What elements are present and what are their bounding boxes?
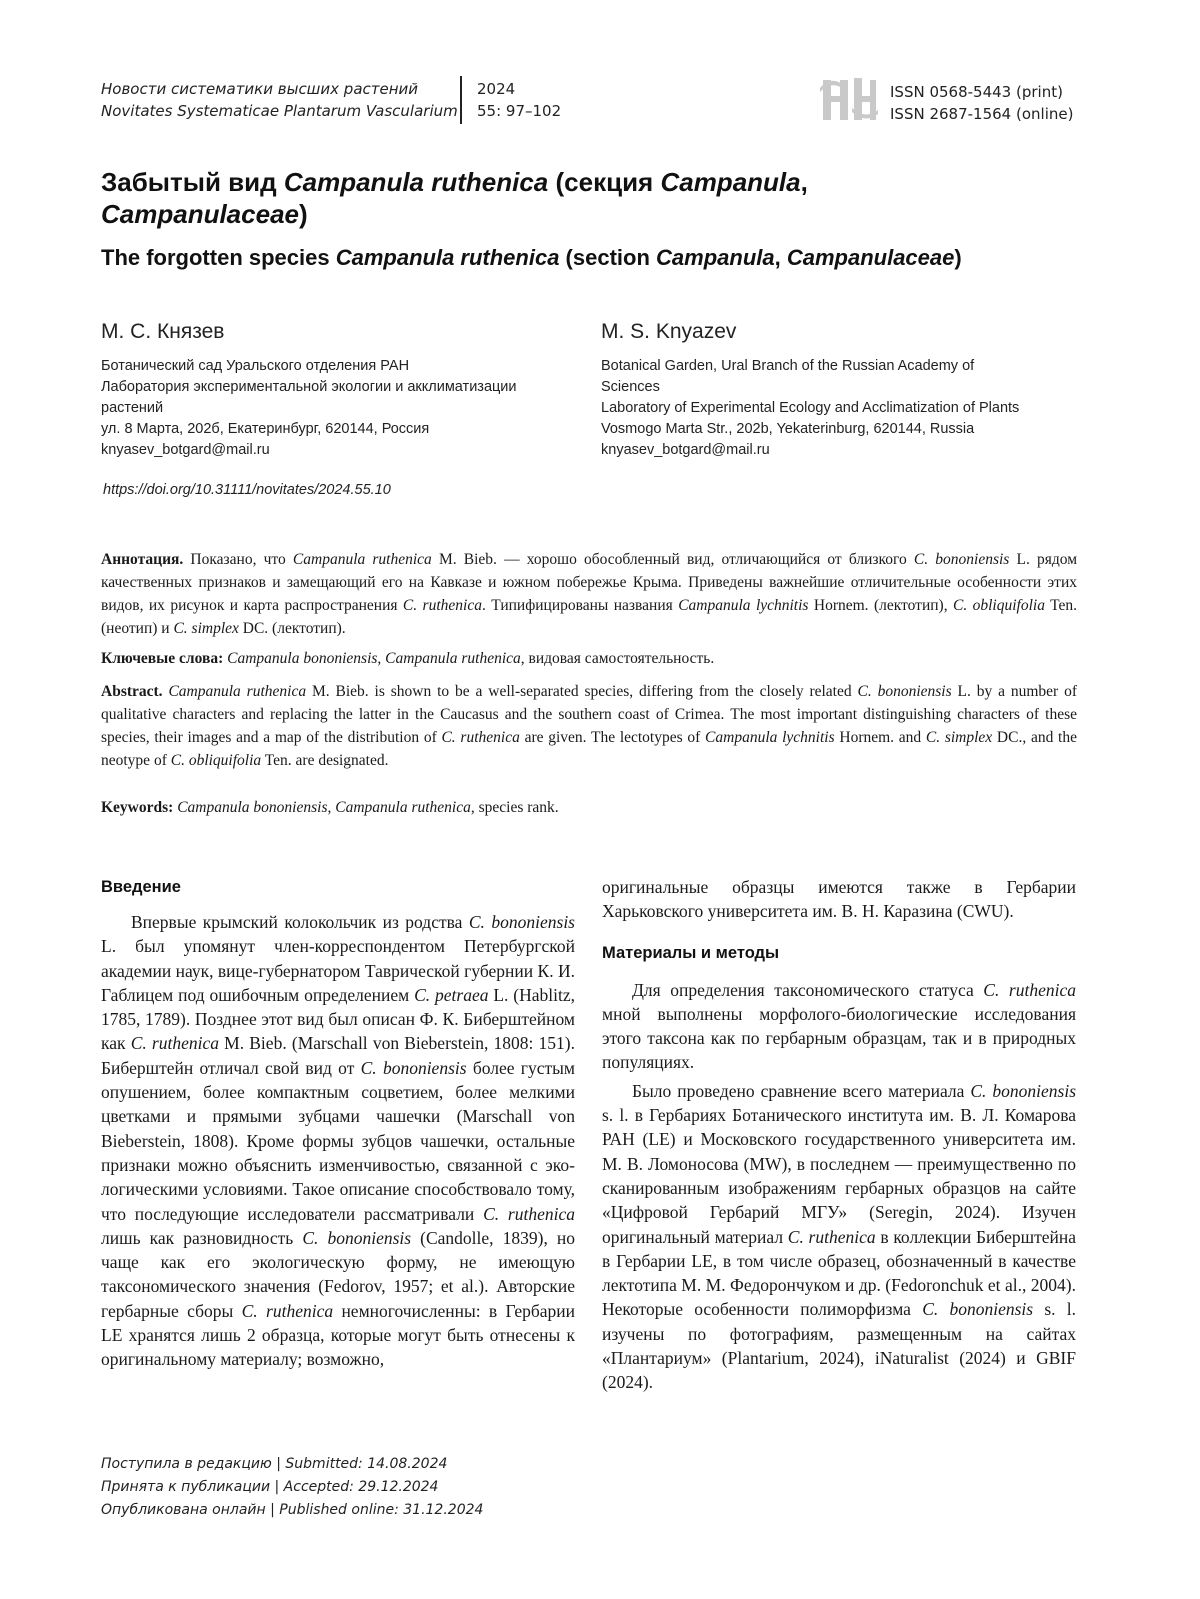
- taxon-name: Campanula ruthenica: [385, 650, 521, 667]
- submission-dates: [101, 1453, 483, 1522]
- taxon-name: C. bononiensis: [922, 1299, 1034, 1320]
- title-en-text: ,: [774, 245, 787, 270]
- annotation-text: Hornem. (лектотип),: [808, 597, 953, 614]
- annotation-label: Аннотация.: [101, 551, 184, 568]
- taxon-name: Campanula ruthenica: [168, 683, 307, 700]
- taxon-name: C. ruthenica: [787, 1226, 876, 1247]
- taxon-name: C. obliquifolia: [170, 752, 262, 769]
- abstract-text: are given. The lectotypes of: [519, 729, 706, 746]
- author-name-en: M. S. Knyazev: [601, 320, 737, 343]
- methods-paragraph: [602, 978, 1076, 1075]
- intro-continuation: оригинальные образцы имеются также в Гербарии Харьковского университета им. В. Н. Каразина (CWU).: [602, 877, 1076, 922]
- section-heading-introduction: Введение: [101, 878, 181, 896]
- intro-paragraph: [101, 910, 575, 1372]
- issue-info: [477, 78, 561, 122]
- body-text: Для определения таксономического статуса: [632, 979, 984, 1000]
- title-en-taxon: Campanula: [656, 245, 775, 270]
- taxon-name: C. bononiensis: [468, 912, 575, 932]
- body-text: немногочисленны: в Гербарии LE хранятся лишь 2 образца, которые могут быть отнесены к оригинальному материалу; возможно,: [101, 1300, 575, 1370]
- taxon-name: C. bononiensis: [913, 551, 1010, 568]
- issue-year: 2024: [477, 80, 516, 98]
- affiliation-line: Sciences: [601, 379, 660, 395]
- issue-pages: 55: 97–102: [477, 102, 562, 120]
- keywords-label: Ключевые слова:: [101, 650, 224, 667]
- annotation-text: L. рядом качественных признаков и замещающий его на Кавказе и южном побережье Крыма. Приведены важнейшие отличительные особенности этих видов, их рисунок и карта распространения: [101, 551, 1078, 614]
- taxon-name: C. bononiensis: [857, 683, 952, 700]
- body-text: более густым опушением, более компактным соцветием, более мелкими цветками и прямыми зубцами чашечки (Marschall von Bieberstein, 1808). Кроме формы зубцов чашечки, остальные признаки можно объяснить изменчивостью, связанной с экологическими условиями. Такое описание способствовало тому, что последующие исследователи рассматривали: [101, 1057, 575, 1224]
- affiliation-line: ул. 8 Марта, 202б, Екатеринбург, 620144, Россия: [101, 421, 430, 437]
- body-text: Впервые крымский колокольчик из родства: [131, 912, 469, 932]
- author-name-ru: М. С. Князев: [101, 320, 225, 343]
- body-text: s. l. изучены по фотографиям, размещенным на сайтах «Плантариум» (Plantarium, 2024), iNaturalist (2024) и GBIF (2024).: [602, 1299, 1076, 1393]
- taxon-name: C. ruthenica: [441, 729, 520, 746]
- title-ru-text: ): [298, 199, 308, 229]
- taxon-name: C. ruthenica: [483, 1203, 575, 1224]
- title-ru-taxon: Campanulaceae: [101, 199, 299, 229]
- title-ru-taxon: Campanula ruthenica: [283, 167, 549, 197]
- taxon-name: C. ruthenica: [402, 597, 482, 614]
- column-left: [101, 876, 575, 1372]
- body-text: s. l. в Гербариях Ботанического института им. В. Л. Комарова РАН (LE) и Московского государственного университета им. М. В. Ломоносова (MW), в последнем — преимущественно по сканированным изображениям гербарных образцов на сайте «Цифровой Гербарий МГУ» (Seregin, 2024). Изучен оригинальный материал: [602, 1105, 1076, 1247]
- affiliation-line: Botanical Garden, Ural Branch of the Russian Academy of: [601, 358, 975, 374]
- taxon-name: C. ruthenica: [983, 979, 1076, 1000]
- taxon-name: C. simplex: [925, 729, 993, 746]
- taxon-name: Campanula ruthenica: [335, 799, 471, 816]
- keywords-ru: [101, 647, 1077, 670]
- keywords-label: Keywords:: [101, 799, 174, 816]
- taxon-name: Campanula bononiensis: [177, 799, 328, 816]
- title-ru-text: (секция: [548, 167, 661, 197]
- annotation-text: . Типифицированы названия: [481, 597, 679, 614]
- taxon-name: C. bononiensis: [302, 1227, 412, 1248]
- affiliation-line: Ботанический сад Уральского отделения РАН: [101, 358, 410, 374]
- issn-block: [890, 81, 1073, 125]
- title-en-taxon: Campanulaceae: [786, 245, 955, 270]
- annotation-ru: [101, 548, 1077, 640]
- body-text: M. Bieb. (Marschall von Bieberstein, 1808: 151). Биберштейн отличал свой вид от: [101, 1033, 575, 1078]
- body-text: L. был упомянут член-корреспондентом Петербургской академии наук, вице-губернатором Таврической губернии К. И. Габлицем под ошибочным определением: [101, 936, 575, 1005]
- keywords-text: ,: [377, 650, 386, 667]
- date-published: Опубликована онлайн | Published online: 31.12.2024: [101, 1502, 484, 1518]
- journal-name-ru: Новости систематики высших растений: [101, 80, 419, 98]
- body-text: Было проведено сравнение всего материала: [632, 1080, 971, 1101]
- title-en-text: ): [954, 245, 962, 270]
- taxon-name: Campanula lychnitis: [705, 729, 835, 746]
- date-accepted: Принята к публикации | Accepted: 29.12.2024: [101, 1479, 439, 1495]
- taxon-name: C. bononiensis: [970, 1080, 1077, 1101]
- annotation-text: DC. (лектотип).: [238, 620, 346, 637]
- affiliation-ru: [101, 356, 581, 461]
- title-en-text: The forgotten species: [101, 245, 336, 270]
- column-right: [602, 875, 1076, 1395]
- methods-paragraph: [602, 1079, 1076, 1395]
- header-divider: [460, 76, 462, 124]
- title-en-text: (section: [559, 245, 657, 270]
- body-text: лишь как разновидность: [101, 1227, 303, 1248]
- journal-name: [101, 78, 458, 122]
- abstract-text: M. Bieb. is shown to be a well-separated species, differing from the closely related: [306, 683, 858, 700]
- affiliation-line: Vosmogo Marta Str., 202b, Yekaterinburg, 620144, Russia: [601, 421, 975, 437]
- affiliation-line: Laboratory of Experimental Ecology and Acclimatization of Plants: [601, 400, 1020, 416]
- abstract-label: Abstract.: [101, 683, 163, 700]
- annotation-text: Ten. (неотип) и: [101, 597, 1077, 637]
- keywords-text: ,: [327, 799, 336, 816]
- keywords-text: , видовая самостоятельность.: [520, 650, 715, 667]
- body-text: мной выполнены морфолого-биологические исследования этого таксона как по гербарным образцам, так и в природных популяциях.: [602, 1003, 1076, 1073]
- issn-online: ISSN 2687-1564 (online): [890, 105, 1074, 123]
- title-ru-text: Забытый вид: [101, 167, 284, 197]
- taxon-name: C. ruthenica: [241, 1300, 334, 1321]
- section-heading-methods: Материалы и методы: [602, 943, 780, 962]
- issn-print: ISSN 0568-5443 (print): [890, 83, 1063, 101]
- journal-name-la: Novitates Systematicae Plantarum Vascularium: [101, 102, 458, 120]
- affiliation-line: растений: [101, 400, 164, 416]
- annotation-text: M. Bieb. — хорошо обособленный вид, отличающийся от близкого: [431, 551, 914, 568]
- taxon-name: C. simplex: [173, 620, 239, 637]
- taxon-name: Campanula ruthenica: [292, 551, 432, 568]
- title-en-taxon: Campanula ruthenica: [335, 245, 560, 270]
- abstract-text: DC., and the neotype of: [101, 729, 1077, 769]
- date-submitted: Поступила в редакцию | Submitted: 14.08.2024: [101, 1456, 448, 1472]
- abstract-text: L. by a number of qualitative characters and replacing the latter in the Caucasus and the southern coast of Crimea. The most important distinguishing characters of these species, their images and a map of the distribution of: [101, 683, 1078, 746]
- title-russian: [101, 166, 1001, 230]
- affiliation-en: [601, 356, 1081, 461]
- title-ru-taxon: Campanula: [660, 167, 801, 197]
- author-email-en[interactable]: knyasev_botgard@mail.ru: [601, 442, 770, 458]
- author-email-ru[interactable]: knyasev_botgard@mail.ru: [101, 442, 270, 458]
- abstract-en: [101, 680, 1077, 772]
- abstract-text: Ten. are designated.: [261, 752, 389, 769]
- taxon-name: C. petraea: [414, 984, 489, 1005]
- title-ru-text: ,: [800, 167, 808, 197]
- annotation-text: Показано, что: [183, 551, 293, 568]
- taxon-name: C. obliquifolia: [953, 597, 1045, 614]
- affiliation-line: Лаборатория экспериментальной экологии и акклиматизации: [101, 379, 517, 395]
- abstract-text: Hornem. and: [834, 729, 926, 746]
- keywords-text: , species rank.: [470, 799, 559, 816]
- body-text: (Candolle, 1839), но чаще как его экологическую форму, не имеющую таксономического значения (Fedorov, 1957; et al.). Авторские гербарные сборы: [101, 1227, 576, 1321]
- taxon-name: Campanula lychnitis: [678, 597, 809, 614]
- body-text: в коллекции Биберштейна в Гербарии LE, в том числе образец, обозначенный в качестве лектотипа М. М. Федорончуком и др. (Fedoronchuk et al., 2004). Некоторые особенности полиморфизма: [602, 1226, 1076, 1320]
- keywords-en: [101, 796, 1077, 819]
- body-text: L. (Hablitz, 1785, 1789). Позднее этот вид был описан Ф. К. Биберштейном как: [101, 984, 575, 1054]
- title-english: [101, 244, 1101, 272]
- taxon-name: Campanula bononiensis: [227, 650, 378, 667]
- taxon-name: C. ruthenica: [130, 1033, 219, 1054]
- journal-logo-icon: [820, 74, 878, 124]
- taxon-name: C. bononiensis: [360, 1057, 467, 1078]
- doi-link[interactable]: https://doi.org/10.31111/novitates/2024.55.10: [103, 482, 391, 498]
